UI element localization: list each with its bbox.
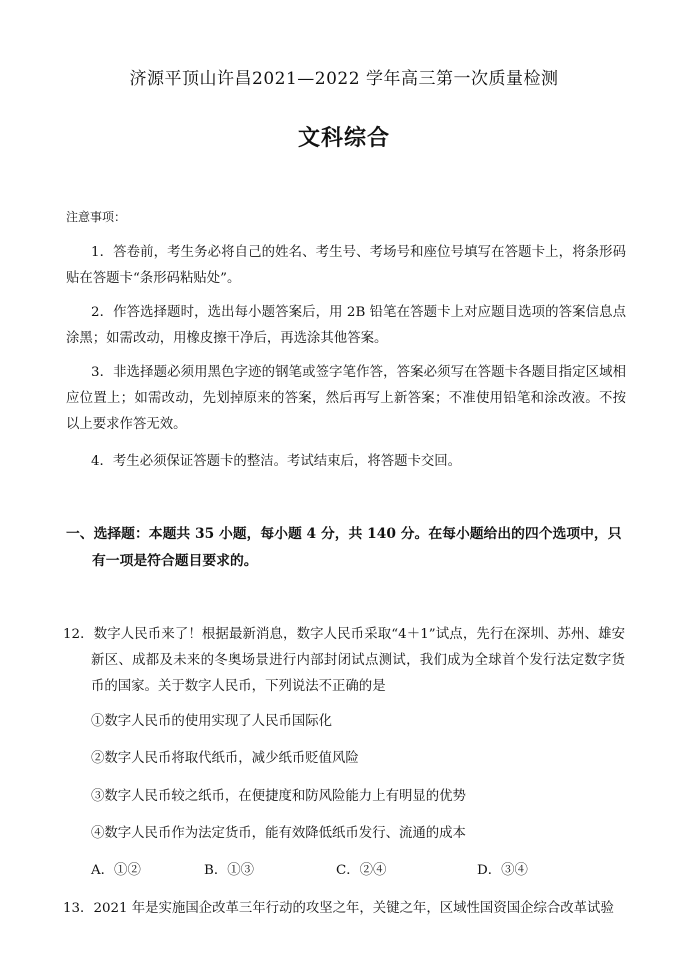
note-item-4: 4．考生必须保证答题卡的整洁。考试结束后，将答题卡交回。: [91, 454, 462, 469]
statement-3: ③数字人民币较之纸币，在便捷度和防风险能力上有明显的优势: [91, 789, 466, 804]
statement-4: ④数字人民币作为法定货币，能有效降低纸币发行、流通的成本: [91, 826, 466, 841]
question-13: [63, 896, 625, 922]
choice-a: A．①②: [91, 863, 141, 878]
question-stem: 2021 年是实施国企改革三年行动的攻坚之年，关键之年，区域性国资国企综合改革试验: [93, 901, 614, 916]
question-number: 12．: [63, 627, 94, 642]
choice-c: C．②④: [336, 863, 387, 878]
choice-b: B．①③: [204, 863, 255, 878]
question-12: [63, 622, 625, 700]
note-item-1: 1．答卷前，考生务必将自己的姓名、考生号、考场号和座位号填写在答题卡上，将条形码贴在答题卡“条形码粘贴处”。: [66, 245, 626, 286]
note-item-2: 2．作答选择题时，选出每小题答案后，用 2B 铅笔在答题卡上对应题目选项的答案信息点涂黑；如需改动，用橡皮擦干净后，再选涂其他答案。: [66, 305, 626, 346]
statement-1: ①数字人民币的使用实现了人民币国际化: [91, 714, 333, 729]
note-item-3: 3．非选择题必须用黑色字迹的钢笔或签字笔作答，答案必须写在答题卡各题目指定区域相应位置上；如需改动，先划掉原来的答案，然后再写上新答案；不准使用铅笔和涂改液。不按以上要求作答无效。: [66, 365, 626, 432]
statement-2: ②数字人民币将取代纸币，减少纸币贬值风险: [91, 751, 359, 766]
question-stem: 数字人民币来了！根据最新消息，数字人民币采取“4＋1”试点，先行在深圳、苏州、雄安新区、成都及未来的冬奥场景进行内部封闭试点测试，我们成为全球首个发行法定数字货币的国家。关于数字人民币，下列说法不正确的是: [91, 627, 625, 694]
question-number: 13．: [63, 901, 94, 916]
choice-d: D．③④: [477, 863, 528, 878]
notes-heading: 注意事项：: [66, 210, 127, 224]
exam-subject: 文科综合: [297, 125, 390, 151]
exam-title: 济源平顶山许昌2021—2022 学年高三第一次质量检测: [129, 69, 559, 89]
section-heading: 一、选择题：本题共 35 小题，每小题 4 分，共 140 分。在每小题给出的四个选项中，只有一项是符合题目要求的。: [66, 526, 622, 569]
